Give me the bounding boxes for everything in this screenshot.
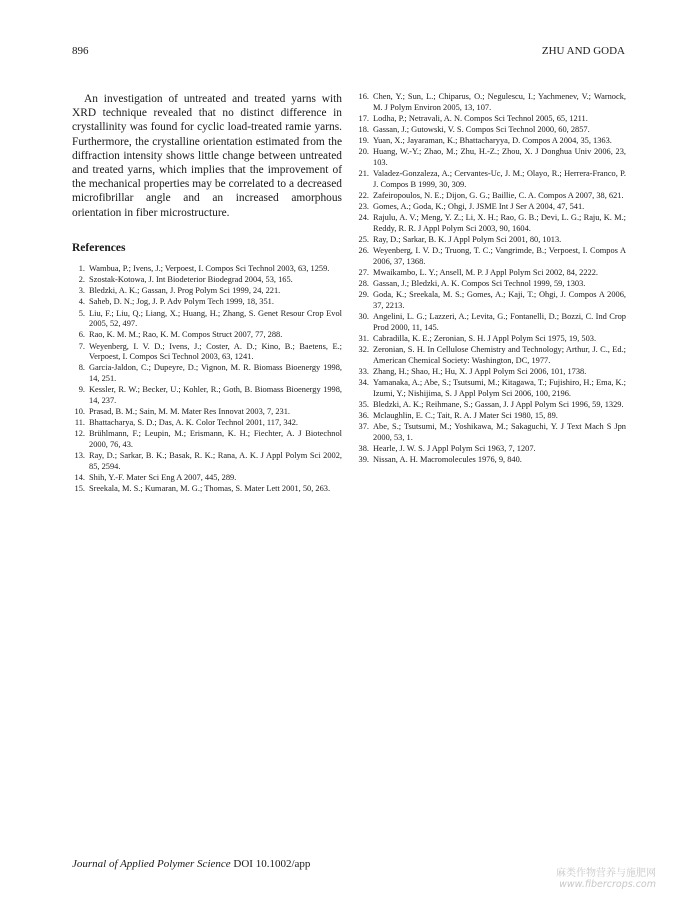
reference-text: Rajulu, A. V.; Meng, Y. Z.; Li, X. H.; Rao, G. B.; Devi, L. G.; Raju, K. M.; Reddy, R. R. J Appl Polym Sci 2003, 90, 1604. xyxy=(373,213,626,233)
reference-number: 3. xyxy=(78,286,85,296)
reference-item xyxy=(72,473,342,484)
reference-text: Sreekala, M. S.; Kumaran, M. G.; Thomas, S. Mater Lett 2001, 50, 263. xyxy=(89,484,331,494)
reference-number: 9. xyxy=(78,385,85,395)
reference-text: Valadez-Gonzaleza, A.; Cervantes-Uc, J. M.; Olayo, R.; Herrera-Franco, P. J. Compos B 1999, 30, 309. xyxy=(373,169,626,189)
reference-item xyxy=(356,92,626,113)
reference-text: Zhang, H.; Shao, H.; Hu, X. J Appl Polym Sci 2006, 101, 1738. xyxy=(373,366,587,376)
reference-text: Szostak-Kotowa, J. Int Biodeterior Biodegrad 2004, 53, 165. xyxy=(89,275,293,285)
reference-number: 23. xyxy=(358,202,369,212)
watermark-chinese: 麻类作物营养与施肥网 xyxy=(556,868,656,879)
reference-number: 5. xyxy=(78,308,85,318)
reference-text: Saheb, D. N.; Jog, J. P. Adv Polym Tech 1999, 18, 351. xyxy=(89,297,274,307)
reference-item xyxy=(72,264,342,275)
reference-text: Shih, Y.-F. Mater Sci Eng A 2007, 445, 289. xyxy=(89,472,237,482)
reference-item xyxy=(356,147,626,168)
reference-number: 19. xyxy=(358,136,369,146)
reference-text: Mclaughlin, E. C.; Tait, R. A. J Mater Sci 1980, 15, 89. xyxy=(373,411,558,421)
reference-item xyxy=(356,334,626,345)
reference-list-left xyxy=(72,264,342,495)
reference-item xyxy=(356,444,626,455)
reference-text: Bhattacharya, S. D.; Das, A. K. Color Technol 2001, 117, 342. xyxy=(89,418,298,428)
reference-item xyxy=(72,418,342,429)
right-column xyxy=(356,92,626,466)
reference-number: 36. xyxy=(358,411,369,421)
footer-journal xyxy=(72,858,310,870)
running-head xyxy=(72,45,625,57)
reference-item xyxy=(356,378,626,399)
reference-item xyxy=(72,297,342,308)
reference-number: 35. xyxy=(358,399,369,409)
reference-text: Goda, K.; Sreekala, M. S.; Gomes, A.; Kaji, T.; Ohgi, J. Compos A 2006, 37, 2213. xyxy=(373,290,626,310)
reference-item xyxy=(72,385,342,406)
reference-number: 20. xyxy=(358,147,369,157)
reference-item xyxy=(356,290,626,311)
reference-item xyxy=(356,169,626,190)
reference-number: 25. xyxy=(358,235,369,245)
reference-text: Chen, Y.; Sun, L.; Chiparus, O.; Negulescu, I.; Yachmenev, V.; Warnock, M. J Polym Environ 2005, 13, 107. xyxy=(373,92,626,112)
reference-number: 26. xyxy=(358,246,369,256)
reference-number: 13. xyxy=(74,451,85,461)
reference-item xyxy=(356,202,626,213)
reference-number: 12. xyxy=(74,429,85,439)
reference-item xyxy=(72,309,342,330)
reference-item xyxy=(356,422,626,443)
reference-number: 29. xyxy=(358,290,369,300)
reference-text: Bledzki, A. K.; Gassan, J. Prog Polym Sci 1999, 24, 221. xyxy=(89,286,281,296)
reference-item xyxy=(356,114,626,125)
reference-number: 34. xyxy=(358,378,369,388)
reference-text: Huang, W.-Y.; Zhao, M.; Zhu, H.-Z.; Zhou, X. J Donghua Univ 2006, 23, 103. xyxy=(373,147,626,167)
reference-number: 18. xyxy=(358,124,369,134)
reference-text: Ray, D.; Sarkar, B. K.; Basak, R. K.; Rana, A. K. J Appl Polym Sci 2002, 85, 2594. xyxy=(89,451,342,471)
running-authors: ZHU AND GODA xyxy=(541,45,625,57)
reference-item xyxy=(356,345,626,366)
reference-item xyxy=(356,268,626,279)
reference-number: 24. xyxy=(358,213,369,223)
reference-number: 38. xyxy=(358,444,369,454)
journal-doi: DOI 10.1002/app xyxy=(233,858,311,870)
reference-text: Ray, D.; Sarkar, B. K. J Appl Polym Sci 2001, 80, 1013. xyxy=(373,235,562,245)
reference-item xyxy=(356,125,626,136)
reference-item xyxy=(72,407,342,418)
reference-number: 8. xyxy=(78,363,85,373)
reference-number: 28. xyxy=(358,279,369,289)
reference-text: Kessler, R. W.; Becker, U.; Kohler, R.; Goth, B. Biomass Bioenergy 1998, 14, 237. xyxy=(89,385,342,405)
reference-number: 4. xyxy=(78,297,85,307)
reference-text: Weyenberg, I. V. D.; Truong, T. C.; Vangrimde, B.; Verpoest, I. Compos A 2006, 37, 1368. xyxy=(373,246,626,266)
reference-text: Liu, F.; Liu, Q.; Liang, X.; Huang, H.; Zhang, S. Genet Resour Crop Evol 2005, 52, 497. xyxy=(89,308,342,329)
reference-number: 27. xyxy=(358,268,369,278)
reference-text: Angelini, L. G.; Lazzeri, A.; Levita, G.; Fontanelli, D.; Bozzi, C. Ind Crop Prod 2000, 11, 145. xyxy=(373,312,626,332)
reference-text: Brühlmann, F.; Leupin, M.; Erismann, K. H.; Fiechter, A. J Biotechnol 2000, 76, 43. xyxy=(89,429,342,449)
reference-number: 32. xyxy=(358,345,369,355)
reference-item xyxy=(356,411,626,422)
reference-text: Weyenberg, I. V. D.; Ivens, J.; Coster, A. D.; Kino, B.; Baetens, E.; Verpoest, I. Compos Sci Technol 2003, 63, 1241. xyxy=(89,341,342,362)
reference-number: 17. xyxy=(358,113,369,123)
reference-item xyxy=(356,213,626,234)
reference-text: Prasad, B. M.; Sain, M. M. Mater Res Innovat 2003, 7, 231. xyxy=(89,406,290,416)
reference-item xyxy=(356,400,626,411)
conclusion-paragraph: An investigation of untreated and treated yarns with XRD technique revealed that no distinct difference in crystallinity was found for cyclic load-treated ramie yarns. Furthermore, the crystalline orientation estimated from the diffraction intensity shows little change between untreated and treated yarns, which implies that the improvement of the mechanical properties may be correlated to a decreased microfibrillar angle and an increased amorphous orientation in fiber microstructure. xyxy=(72,93,342,219)
reference-number: 31. xyxy=(358,333,369,343)
reference-item xyxy=(356,136,626,147)
reference-number: 16. xyxy=(358,92,369,101)
reference-text: Abe, S.; Tsutsumi, M.; Yoshikawa, M.; Sakaguchi, Y. J Text Mach S Jpn 2000, 53, 1. xyxy=(373,422,626,442)
reference-text: Zeronian, S. H. In Cellulose Chemistry and Technology; Arthur, J. C., Ed.; American Chemical Society: Washington, DC, 1977. xyxy=(373,345,626,365)
reference-text: Lodha, P.; Netravali, A. N. Compos Sci Technol 2005, 65, 1211. xyxy=(373,113,588,123)
reference-item xyxy=(72,363,342,384)
reference-text: Hearle, J. W. S. J Appl Polym Sci 1963, 7, 1207. xyxy=(373,444,536,454)
reference-number: 15. xyxy=(74,484,85,494)
reference-number: 14. xyxy=(74,472,85,482)
reference-item xyxy=(356,367,626,378)
reference-item xyxy=(72,342,342,363)
reference-number: 33. xyxy=(358,366,369,376)
reference-number: 22. xyxy=(358,190,369,200)
reference-number: 39. xyxy=(358,455,369,465)
reference-number: 21. xyxy=(358,169,369,179)
reference-item xyxy=(72,484,342,495)
reference-text: Garcia-Jaldon, C.; Dupeyre, D.; Vignon, M. R. Biomass Bioenergy 1998, 14, 251. xyxy=(89,363,342,383)
reference-item xyxy=(72,429,342,450)
reference-item xyxy=(72,330,342,341)
reference-number: 6. xyxy=(78,330,85,340)
reference-number: 2. xyxy=(78,275,85,285)
journal-name: Journal of Applied Polymer Science xyxy=(72,858,231,870)
reference-number: 30. xyxy=(358,312,369,322)
reference-number: 7. xyxy=(78,341,85,351)
reference-list-right xyxy=(356,92,626,466)
watermark xyxy=(556,868,656,890)
reference-number: 11. xyxy=(74,418,85,428)
reference-text: Gassan, J.; Bledzki, A. K. Compos Sci Technol 1999, 59, 1303. xyxy=(373,279,586,289)
reference-item xyxy=(72,275,342,286)
reference-item xyxy=(356,312,626,333)
references-heading: References xyxy=(72,241,126,254)
reference-text: Zafeiropoulos, N. E.; Dijon, G. G.; Baillie, C. A. Compos A 2007, 38, 621. xyxy=(373,190,624,200)
left-column xyxy=(72,92,342,495)
reference-item xyxy=(72,286,342,297)
reference-text: Nissan, A. H. Macromolecules 1976, 9, 840. xyxy=(373,455,522,465)
reference-item xyxy=(356,279,626,290)
watermark-url: www.fibercrops.com xyxy=(559,879,656,890)
reference-text: Rao, K. M. M.; Rao, K. M. Compos Struct 2007, 77, 288. xyxy=(89,330,283,340)
reference-item xyxy=(356,235,626,246)
reference-number: 1. xyxy=(78,263,85,273)
reference-text: Yuan, X.; Jayaraman, K.; Bhattacharyya, D. Compos A 2004, 35, 1363. xyxy=(373,136,612,146)
reference-item xyxy=(72,451,342,472)
reference-number: 37. xyxy=(358,422,369,432)
reference-text: Bledzki, A. K.; Reihmane, S.; Gassan, J. J Appl Polym Sci 1996, 59, 1329. xyxy=(373,399,624,409)
reference-text: Gomes, A.; Goda, K.; Ohgi, J. JSME Int J Ser A 2004, 47, 541. xyxy=(373,202,585,212)
reference-number: 10. xyxy=(74,406,85,416)
reference-text: Gassan, J.; Gutowski, V. S. Compos Sci Technol 2000, 60, 2857. xyxy=(373,124,590,134)
reference-item xyxy=(356,191,626,202)
page-number: 896 xyxy=(72,45,89,57)
reference-item xyxy=(356,246,626,267)
reference-text: Yamanaka, A.; Abe, S.; Tsutsumi, M.; Kitagawa, T.; Fujishiro, H.; Ema, K.; Izumi, Y.; Nishijima, S. J Appl Polym Sci 2006, 100, 2196. xyxy=(373,378,626,398)
reference-text: Wambua, P.; Ivens, J.; Verpoest, I. Compos Sci Technol 2003, 63, 1259. xyxy=(89,263,330,273)
reference-item xyxy=(356,455,626,466)
reference-text: Mwaikambo, L. Y.; Ansell, M. P. J Appl Polym Sci 2002, 84, 2222. xyxy=(373,268,598,278)
reference-text: Cabradilla, K. E.; Zeronian, S. H. J Appl Polym Sci 1975, 19, 503. xyxy=(373,333,597,343)
